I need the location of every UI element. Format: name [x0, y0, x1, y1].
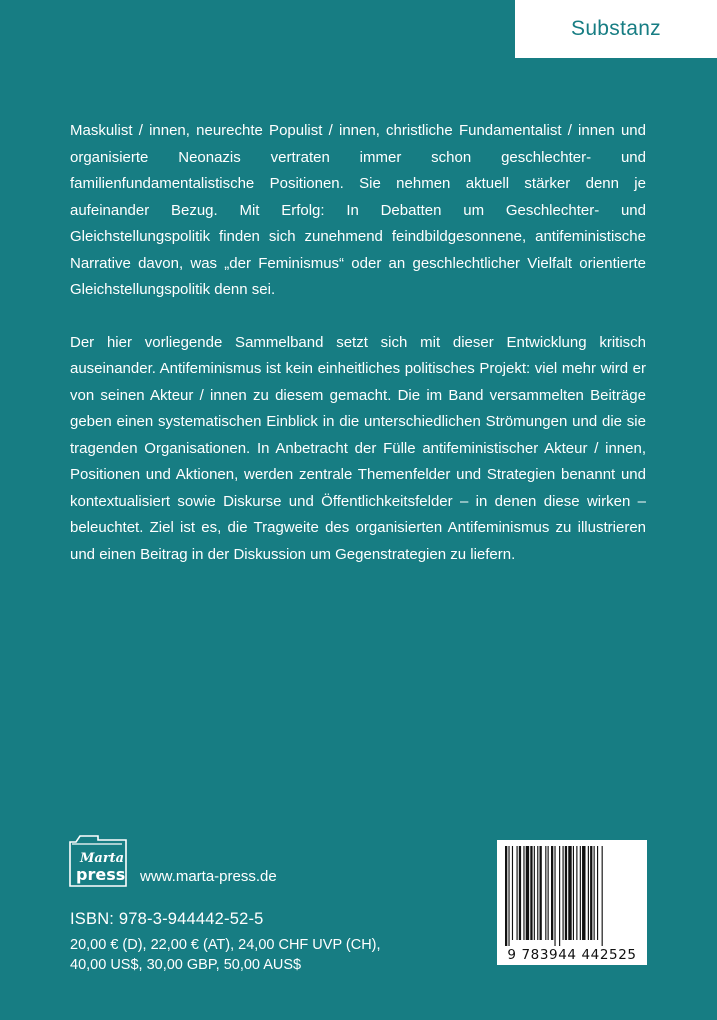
- barcode-bar: [573, 846, 574, 940]
- barcode-bar: [517, 846, 518, 940]
- barcode-bar: [534, 846, 535, 940]
- barcode-bar: [526, 846, 529, 940]
- barcode-bar: [559, 846, 560, 946]
- barcode-bar: [568, 846, 571, 940]
- marta-press-logo: [68, 834, 130, 888]
- barcode-bar: [530, 846, 532, 940]
- barcode-bar: [565, 846, 567, 940]
- barcode-bar: [590, 846, 592, 940]
- series-label: Substanz: [571, 17, 661, 40]
- logo-text-press: press: [76, 865, 126, 884]
- series-label-tab: [515, 0, 717, 58]
- publisher-url[interactable]: www.marta-press.de: [140, 868, 277, 885]
- price-line-2: 40,00 US$, 30,00 GBP, 50,00 AUS$: [70, 957, 302, 973]
- barcode: [497, 840, 647, 965]
- blurb-paragraph-2: Der hier vorliegende Sammelband setzt sich mit dieser Entwicklung kritisch auseinander. Antifeminismus ist kein einheitliches politisches Projekt: viel mehr wird er von seinen Akteur / innen zu diesem gemacht. Die im Band versammelten Beiträge geben einen systematischen Einblick in die unterschiedlichen Strömungen und die sie tragenden Organisationen. In Anbetracht der Fülle antifeministischer Akteur / innen, Positionen und Aktionen, werden zentrale Themenfelder und Strategien benannt und kontextualisiert sowie Diskurse und Öffentlichkeitsfelder – in denen diese wirken – beleuchtet. Ziel ist es, die Tragweite des organisierten Antifeminismus zu illustrieren und einen Beitrag in der Diskussion um Gegenstrategien zu liefern.: [70, 333, 646, 563]
- price-line-1: 20,00 € (D), 22,00 € (AT), 24,00 CHF UVP (CH),: [70, 937, 381, 953]
- barcode-bar: [588, 846, 589, 940]
- logo-text-marta: Marta: [80, 851, 125, 866]
- barcode-bar: [554, 846, 555, 946]
- barcode-bar: [563, 846, 564, 940]
- price-list: [70, 935, 381, 975]
- barcode-bar: [548, 846, 549, 940]
- barcode-bar: [512, 846, 513, 940]
- barcode-bar: [508, 846, 509, 946]
- back-cover-blurb: [70, 118, 646, 594]
- barcode-bar: [580, 846, 581, 940]
- barcode-bar: [519, 846, 521, 940]
- barcode-bar: [594, 846, 595, 940]
- barcode-bar: [576, 846, 577, 940]
- barcode-bar: [602, 846, 603, 946]
- barcode-bar: [582, 846, 585, 940]
- barcode-bar: [505, 846, 507, 946]
- blurb-paragraph-1: Maskulist / innen, neurechte Populist / innen, christliche Fundamentalist / innen und organisierte Neonazis vertraten immer schon geschlechter- und familienfundamentalistische Positionen. Sie nehmen aktuell stärker denn je aufeinander Bezug. Mit Erfolg: In Debatten um Geschlechter- und Gleichstellungspolitik finden sich zunehmend feindbildgesonnene, antifeministische Narrative davon, was „der Feminismus“ oder an geschlechtlicher Vielfalt orientierte Gleichstellungspolitik denn sei.: [70, 122, 646, 298]
- barcode-bar: [540, 846, 542, 940]
- barcode-bar: [551, 846, 553, 940]
- isbn: ISBN: 978-3-944442-52-5: [70, 910, 264, 928]
- barcode-bar: [523, 846, 524, 940]
- barcode-digits: 9 783944 442525: [507, 947, 637, 963]
- barcode-bar: [537, 846, 538, 940]
- barcode-bar: [597, 846, 598, 940]
- barcode-bars: [497, 840, 647, 950]
- barcode-bar: [545, 846, 546, 940]
- publisher-block: [68, 834, 277, 888]
